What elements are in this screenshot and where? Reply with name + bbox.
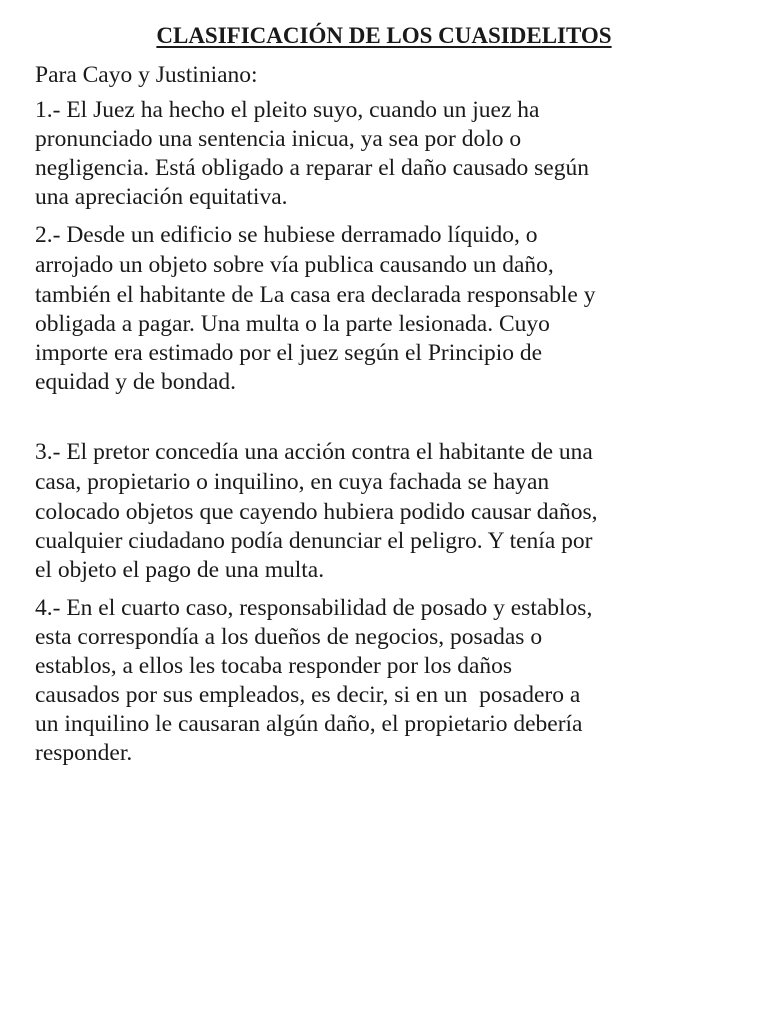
paragraph-line: establos, a ellos les tocaba responder por los daños [35, 653, 513, 679]
paragraph-line: casa, propietario o inquilino, en cuya fachada se hayan [35, 469, 550, 495]
paragraph-line: 4.- En el cuarto caso, responsabilidad de posado y establos, [35, 595, 593, 621]
paragraph-line: un inquilino le causaran algún daño, el propietario debería [35, 711, 583, 737]
paragraph-line: colocado objetos que cayendo hubiera podido causar daños, [35, 499, 598, 525]
paragraph-line: pronunciado una sentencia inicua, ya sea por dolo o [35, 126, 522, 152]
paragraph-line: importe era estimado por el juez según el Principio de [35, 340, 543, 366]
paragraph-line: 3.- El pretor concedía una acción contra el habitante de una [35, 439, 593, 465]
paragraph-line: equidad y de bondad. [35, 369, 237, 395]
paragraph-line: obligada a pagar. Una multa o la parte lesionada. Cuyo [35, 311, 550, 337]
paragraph-line: arrojado un objeto sobre vía publica causando un daño, [35, 252, 554, 278]
paragraph-line: esta correspondía a los dueños de negocios, posadas o [35, 624, 543, 650]
paragraph-line: el objeto el pago de una multa. [35, 557, 325, 583]
paragraph-line: responder. [35, 740, 133, 766]
paragraph-line: también el habitante de La casa era declarada responsable y [35, 282, 596, 308]
intro-line: Para Cayo y Justiniano: [35, 62, 258, 88]
paragraph-line: causados por sus empleados, es decir, si en un posadero a [35, 682, 581, 708]
paragraph-line: una apreciación equitativa. [35, 184, 288, 210]
document-title-text: CLASIFICACIÓN DE LOS CUASIDELITOS [156, 23, 612, 48]
paragraph-line: 1.- El Juez ha hecho el pleito suyo, cuando un juez ha [35, 97, 540, 123]
paragraph-line: 2.- Desde un edificio se hubiese derramado líquido, o [35, 222, 538, 248]
paragraph-line: cualquier ciudadano podía denunciar el peligro. Y tenía por [35, 528, 593, 554]
paragraph-line: negligencia. Está obligado a reparar el daño causado según [35, 155, 589, 181]
document-title [0, 20, 768, 52]
